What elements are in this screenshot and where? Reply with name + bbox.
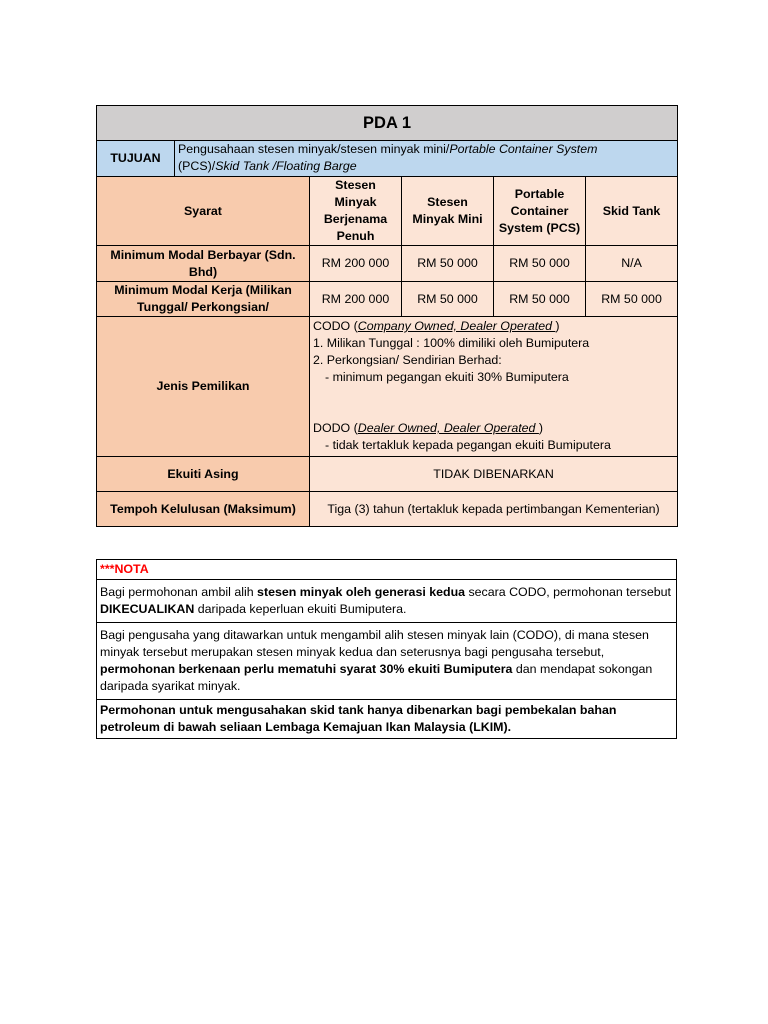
cell-value: N/A bbox=[586, 246, 678, 282]
nota-paragraph-3: Permohonan untuk mengusahakan skid tank hanya dibenarkan bagi pembekalan bahan petroleum di bawah seliaan Lembaga Kemajuan Ikan Malaysia (LKIM). bbox=[97, 700, 677, 739]
nota-table bbox=[96, 559, 677, 739]
row-label: Minimum Modal Berbayar (Sdn. Bhd) bbox=[97, 246, 310, 282]
table-row bbox=[97, 246, 678, 282]
nota-heading: ***NOTA bbox=[97, 560, 677, 580]
col-header-pcs: Portable Container System (PCS) bbox=[494, 177, 586, 246]
ekuiti-value: TIDAK DIBENARKAN bbox=[310, 457, 678, 492]
ekuiti-label: Ekuiti Asing bbox=[97, 457, 310, 492]
tempoh-label: Tempoh Kelulusan (Maksimum) bbox=[97, 492, 310, 527]
cell-value: RM 50 000 bbox=[494, 282, 586, 317]
row-label: Minimum Modal Kerja (Milikan Tunggal/ Perkongsian/ bbox=[97, 282, 310, 317]
col-header-berjenama: Stesen Minyak Berjenama Penuh bbox=[310, 177, 402, 246]
codo-line: CODO (Company Owned, Dealer Operated ) bbox=[313, 319, 560, 333]
nota-paragraph-2: Bagi pengusaha yang ditawarkan untuk mengambil alih stesen minyak lain (CODO), di mana stesen minyak tersebut merupakan stesen minyak kedua dan seterusnya bagi pengusaha tersebut, permohonan berkenaan perlu mematuhi syarat 30% ekuiti Bumiputera dan mendapat sokongan daripada syarikat minyak. bbox=[97, 623, 677, 700]
cell-value: RM 50 000 bbox=[494, 246, 586, 282]
cell-value: RM 50 000 bbox=[402, 282, 494, 317]
nota-paragraph-1: Bagi permohonan ambil alih stesen minyak oleh generasi kedua secara CODO, permohonan tersebut DIKECUALIKAN daripada keperluan ekuiti Bumiputera. bbox=[97, 580, 677, 623]
jenis-line: - minimum pegangan ekuiti 30% Bumiputera bbox=[325, 370, 569, 384]
jenis-label: Jenis Pemilikan bbox=[97, 317, 310, 457]
dodo-line: DODO (Dealer Owned, Dealer Operated ) bbox=[313, 421, 544, 435]
tujuan-label: TUJUAN bbox=[97, 141, 175, 177]
jenis-line: 1. Milikan Tunggal : 100% dimiliki oleh Bumiputera bbox=[313, 336, 590, 350]
jenis-line: 2. Perkongsian/ Sendirian Berhad: bbox=[313, 353, 502, 367]
cell-value: RM 50 000 bbox=[402, 246, 494, 282]
jenis-line: - tidak tertakluk kepada pegangan ekuiti Bumiputera bbox=[325, 438, 611, 452]
col-header-mini: Stesen Minyak Mini bbox=[402, 177, 494, 246]
tempoh-value: Tiga (3) tahun (tertakluk kepada pertimbangan Kementerian) bbox=[310, 492, 678, 527]
table-row bbox=[97, 282, 678, 317]
jenis-details bbox=[310, 317, 678, 457]
pda-table bbox=[96, 105, 678, 527]
tujuan-text: Pengusahaan stesen minyak/stesen minyak mini/Portable Container System (PCS)/Skid Tank /Floating Barge bbox=[175, 141, 678, 177]
page-title: PDA 1 bbox=[97, 106, 678, 141]
cell-value: RM 200 000 bbox=[310, 246, 402, 282]
cell-value: RM 200 000 bbox=[310, 282, 402, 317]
cell-value: RM 50 000 bbox=[586, 282, 678, 317]
syarat-header: Syarat bbox=[97, 177, 310, 246]
col-header-skid: Skid Tank bbox=[586, 177, 678, 246]
